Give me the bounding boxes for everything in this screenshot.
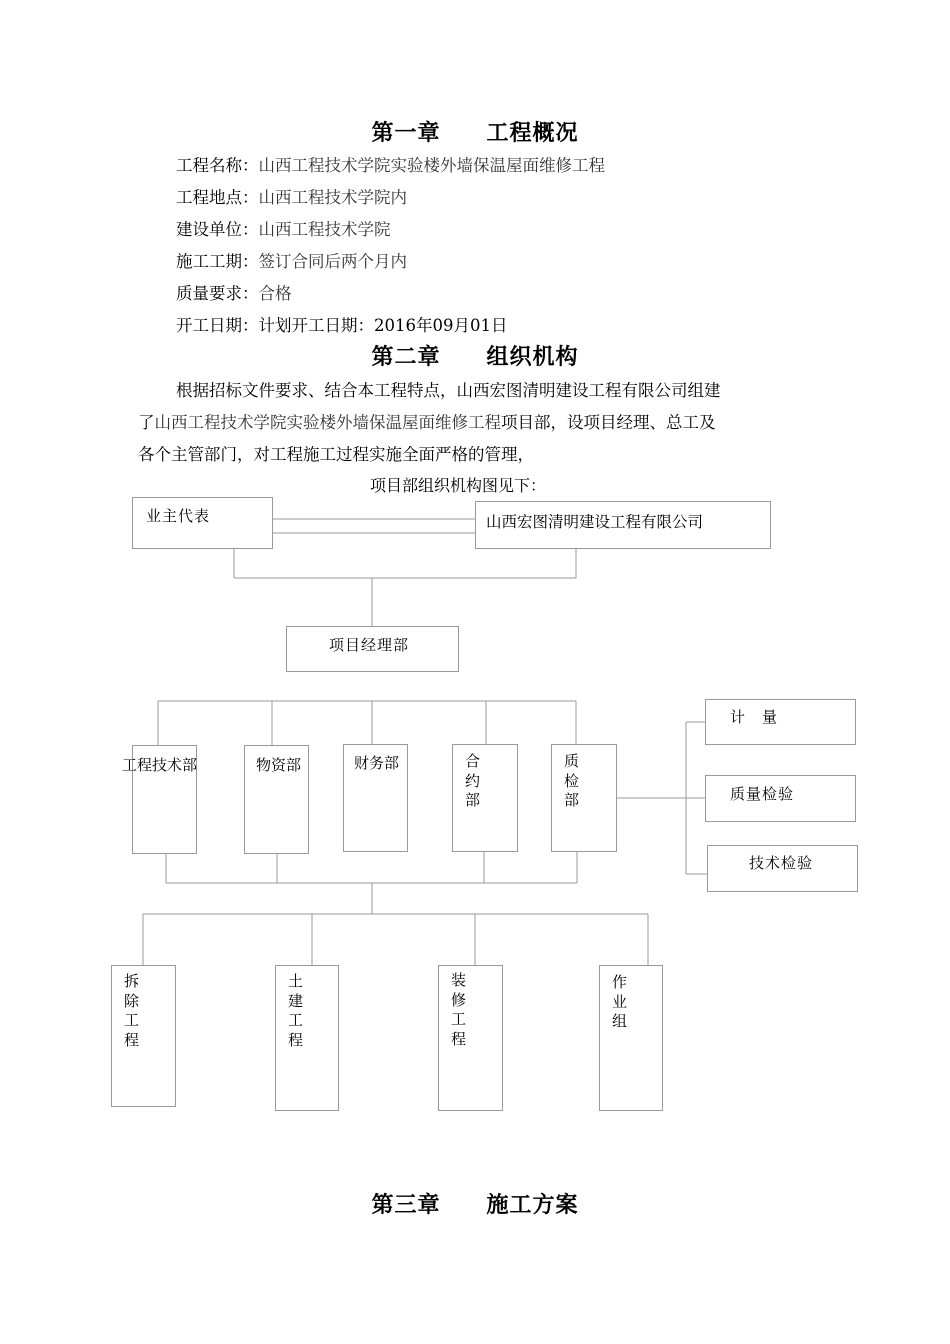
info-label: 质量要求： bbox=[176, 284, 259, 303]
qc-measurement-label: 计 量 bbox=[730, 708, 779, 726]
paragraph-text: 了 bbox=[138, 413, 155, 432]
paragraph-line1: 根据招标文件要求、结合本工程特点，山西宏图清明建设工程有限公司组建 bbox=[176, 381, 721, 400]
info-value: 签订合同后两个月内 bbox=[258, 252, 407, 271]
dept-engineering-label: 工程技术部 bbox=[122, 756, 198, 774]
org-chart-caption: 项目部组织机构图见下： bbox=[370, 476, 547, 495]
company-label: 山西宏图清明建设工程有限公司 bbox=[486, 513, 704, 531]
team-demolition-box bbox=[111, 965, 176, 1107]
team-decoration-box bbox=[438, 965, 503, 1111]
dept-finance-label: 财务部 bbox=[354, 754, 400, 772]
paragraph-text: 项目部，设项目经理、总工及 bbox=[501, 413, 716, 432]
team-civil-label: 土建工程 bbox=[288, 972, 304, 1049]
info-label: 工程地点： bbox=[176, 188, 259, 207]
info-label: 开工日期： bbox=[176, 316, 259, 335]
team-work-group-box bbox=[599, 965, 663, 1111]
info-label: 建设单位： bbox=[176, 220, 259, 239]
team-decoration-label: 装修工程 bbox=[451, 971, 467, 1048]
dept-qc-label: 质检部 bbox=[564, 752, 580, 809]
dept-contracts-label: 合约部 bbox=[465, 752, 481, 809]
chapter2-title: 第二章 组织机构 bbox=[371, 345, 579, 370]
dept-qc-box bbox=[551, 744, 617, 852]
project-management-label: 项目经理部 bbox=[329, 636, 410, 654]
qc-measurement-box bbox=[705, 699, 856, 745]
chapter3-title: 第三章 施工方案 bbox=[371, 1193, 579, 1218]
team-work-group-label: 作业组 bbox=[612, 973, 628, 1030]
team-demolition-label: 拆除工程 bbox=[124, 972, 140, 1049]
qc-technical-inspection-label: 技术检验 bbox=[749, 854, 814, 872]
info-value: 合格 bbox=[258, 284, 292, 303]
info-value: 山西工程技术学院实验楼外墙保温屋面维修工程 bbox=[258, 156, 605, 175]
paragraph-line3: 各个主管部门，对工程施工过程实施全面严格的管理， bbox=[138, 445, 534, 464]
dept-materials-label: 物资部 bbox=[256, 756, 302, 774]
paragraph-project-name: 山西工程技术学院实验楼外墙保温屋面维修工程 bbox=[154, 413, 501, 432]
owner-representative-label: 业主代表 bbox=[146, 507, 211, 525]
info-value: 山西工程技术学院内 bbox=[258, 188, 407, 207]
info-value: 山西工程技术学院 bbox=[258, 220, 391, 239]
chapter1-title: 第一章 工程概况 bbox=[371, 121, 579, 146]
qc-quality-inspection-label: 质量检验 bbox=[730, 785, 795, 803]
team-civil-box bbox=[275, 965, 339, 1111]
info-label: 施工工期： bbox=[176, 252, 259, 271]
info-value: 计划开工日期：2016年09月01日 bbox=[258, 316, 508, 335]
dept-contracts-box bbox=[452, 744, 518, 852]
info-label: 工程名称： bbox=[176, 156, 259, 175]
